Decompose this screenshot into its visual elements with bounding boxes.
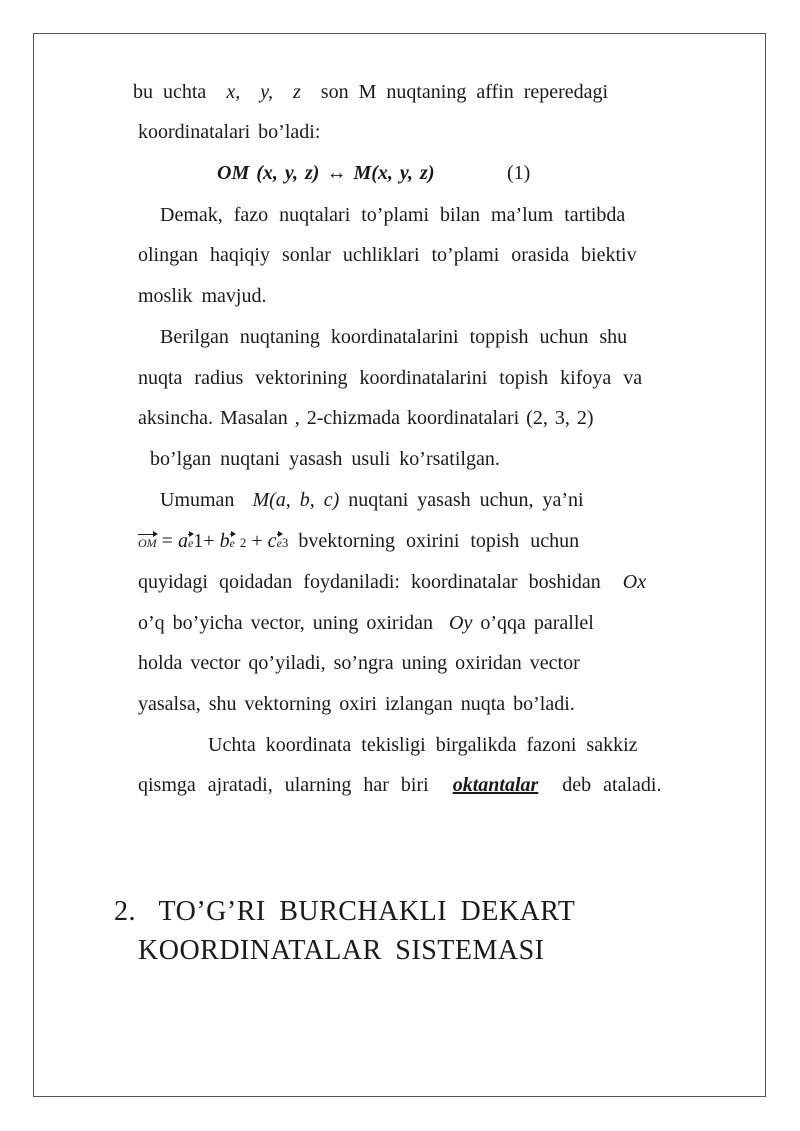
coef-c: c bbox=[267, 530, 277, 552]
section-title-line-2: KOORDINATALAR SISTEMASI bbox=[138, 935, 545, 966]
text: nuqtani yasash uchun, ya’ni bbox=[348, 489, 584, 511]
formula-om-m: OM (x, y, z) ↔ M(x, y, z) bbox=[217, 162, 435, 184]
para-umuman-line-5 bbox=[138, 651, 580, 675]
para-berilgan-line-2 bbox=[138, 366, 642, 390]
para-demak-line-2 bbox=[138, 243, 637, 267]
text: aksincha. Masalan , 2-chizmada koordinatalari (2, 3, 2) bbox=[138, 407, 594, 429]
para-uchta-line-1 bbox=[208, 733, 638, 757]
vector-om: OM bbox=[138, 531, 157, 555]
text: qismga ajratadi, ularning har biri bbox=[138, 774, 429, 796]
text: son M nuqtaning affin reperedagi bbox=[320, 81, 609, 103]
formula-number bbox=[507, 161, 530, 185]
coef-b: b bbox=[219, 530, 230, 552]
text: koordinatalari bo’ladi: bbox=[138, 121, 321, 143]
basis-vector-e2: e bbox=[230, 531, 235, 555]
text: nuqta radius vektorining koordinatalarini topish kifoya va bbox=[138, 367, 643, 389]
text: Uchta koordinata tekisligi birgalikda fazoni sakkiz bbox=[208, 734, 638, 756]
para-demak-line-1 bbox=[160, 203, 716, 227]
text: olingan haqiqiy sonlar uchliklari to’plami orasida biektiv bbox=[138, 244, 637, 266]
text: Berilgan nuqtaning koordinatalarini toppish uchun shu bbox=[160, 326, 628, 348]
text: holda vector qo’yiladi, so’ngra uning oxiridan vector bbox=[138, 652, 580, 674]
var-z: z bbox=[292, 81, 301, 103]
text: moslik mavjud. bbox=[138, 285, 267, 307]
para-berilgan-line-4 bbox=[150, 447, 500, 471]
para-berilgan-line-3 bbox=[138, 406, 594, 430]
para-demak-line-3 bbox=[138, 284, 266, 308]
var-y: y, bbox=[260, 81, 273, 103]
index-2: 2 bbox=[239, 535, 247, 550]
text: bo’lgan nuqtani yasash usuli ko’rsatilgan. bbox=[150, 448, 500, 470]
para-umuman-line-6 bbox=[138, 692, 575, 716]
basis-vector-e1: e bbox=[188, 531, 193, 555]
var-x: x, bbox=[226, 81, 241, 103]
formula-1 bbox=[217, 161, 435, 185]
para-berilgan-line-1 bbox=[160, 325, 627, 349]
section-title-line-1: TO’G’RI BURCHAKLI DEKART bbox=[158, 896, 576, 927]
text-line-2 bbox=[138, 120, 320, 144]
axis-oy: Oy bbox=[449, 612, 473, 634]
section-number: 2. bbox=[114, 896, 136, 927]
text: quyidagi qoidadan foydaniladi: koordinatalar boshidan bbox=[138, 571, 601, 593]
vector-formula-line bbox=[138, 529, 579, 555]
section-heading-line-2 bbox=[138, 934, 545, 968]
basis-vector-e3: e bbox=[277, 531, 282, 555]
section-heading bbox=[114, 895, 575, 929]
equals-sign: = bbox=[161, 530, 173, 552]
text: Demak, fazo nuqtalari to’plami bilan ma’lum tartibda bbox=[160, 204, 626, 226]
text: Umuman bbox=[160, 489, 235, 511]
coef-a: a bbox=[177, 530, 188, 552]
text: bvektorning oxirini topish uchun bbox=[298, 530, 580, 552]
index-1: 1+ bbox=[193, 530, 215, 552]
text: o’qqa parallel bbox=[480, 612, 594, 634]
equation-number: (1) bbox=[507, 162, 531, 184]
index-3: 3 bbox=[281, 535, 289, 550]
text-line-1 bbox=[133, 80, 608, 104]
para-umuman-line-1 bbox=[160, 488, 584, 512]
para-uchta-line-2 bbox=[138, 773, 661, 797]
para-umuman-line-3 bbox=[138, 570, 646, 594]
text: yasalsa, shu vektorning oxiri izlangan nuqta bo’ladi. bbox=[138, 693, 575, 715]
text: deb ataladi. bbox=[562, 774, 662, 796]
point-m: M(a, b, c) bbox=[252, 489, 340, 511]
text: o’q bo’yicha vector, uning oxiridan bbox=[138, 612, 434, 634]
plus-sign: + bbox=[251, 530, 263, 552]
axis-ox: Ox bbox=[622, 571, 647, 593]
term-oktantalar: oktantalar bbox=[452, 774, 539, 796]
text: bu uchta bbox=[133, 81, 207, 103]
para-umuman-line-4 bbox=[138, 611, 594, 635]
